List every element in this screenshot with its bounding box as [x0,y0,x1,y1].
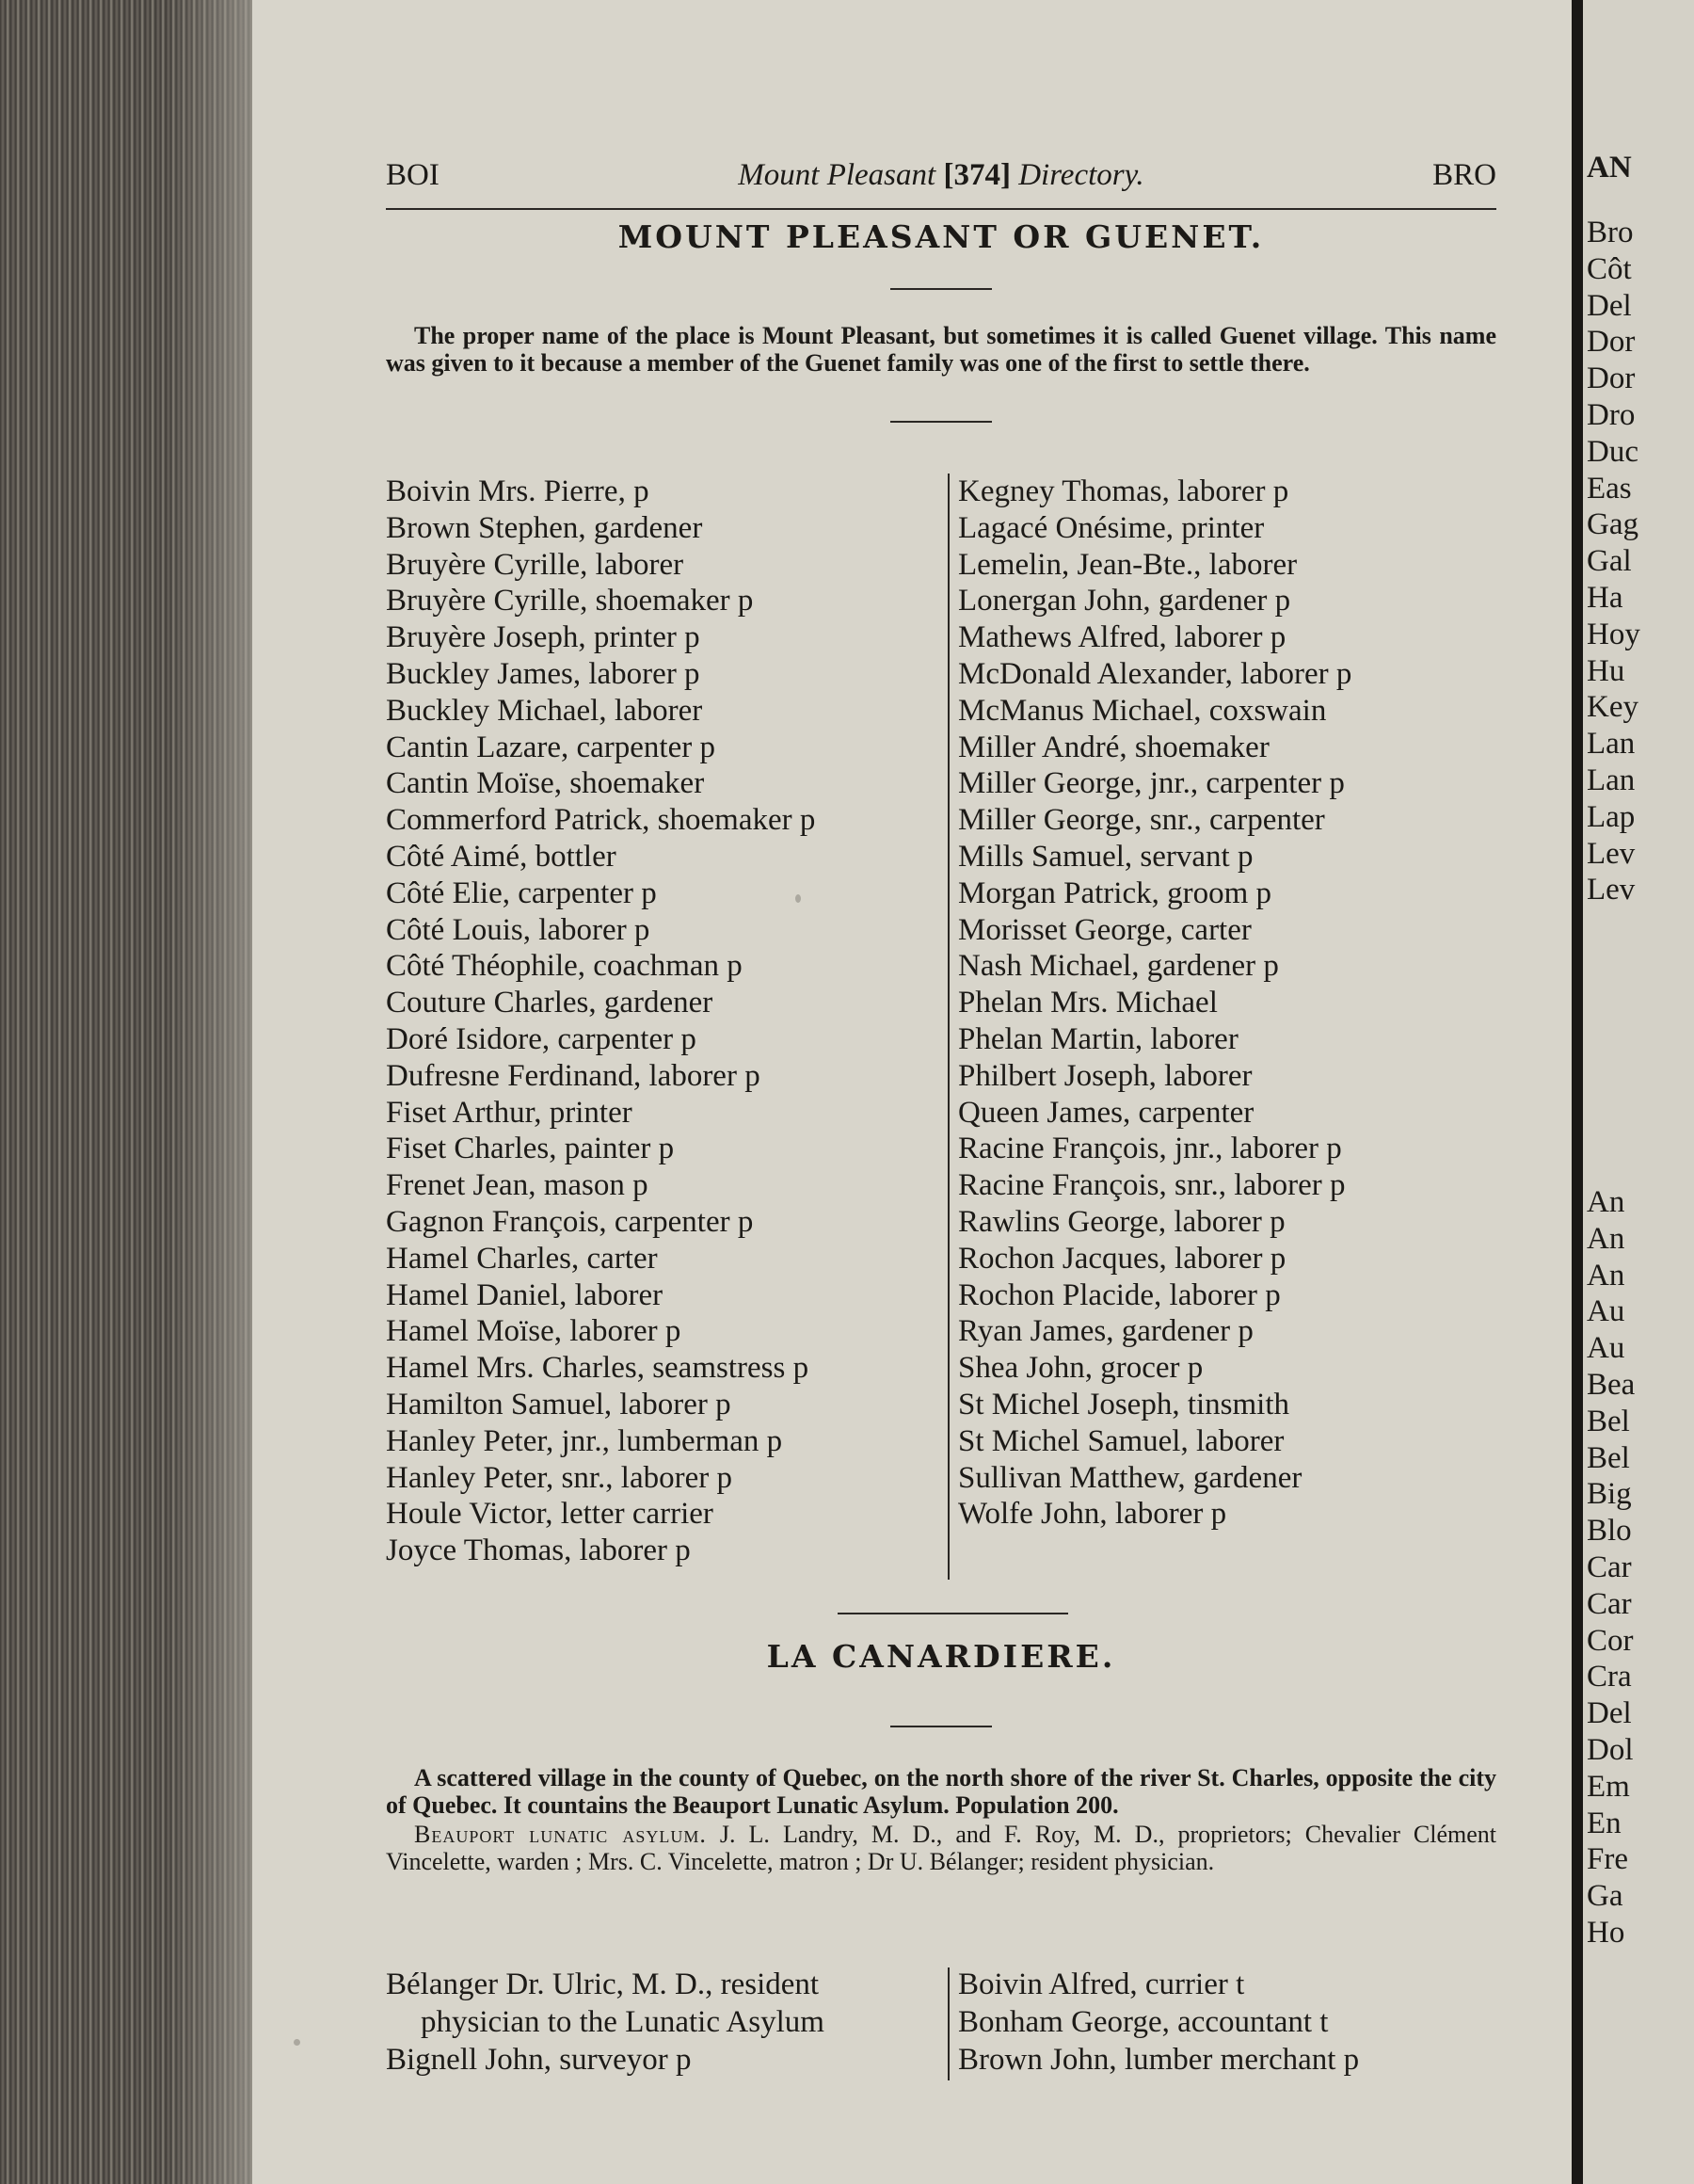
facing-page-entry: Dro [1587,397,1636,432]
facing-page-entry: Lan [1587,727,1636,762]
directory-entry: Hamel Daniel, laborer [386,1277,663,1312]
facing-page-entry: En [1587,1806,1622,1840]
directory-entry: Phelan Mrs. Michael [958,986,1218,1020]
directory-entry: Mills Samuel, servant p [958,839,1254,874]
directory-entry: Phelan Martin, laborer [958,1021,1239,1056]
directory-entry: Côté Elie, carpenter p [386,875,657,910]
directory-entry: Doré Isidore, carpenter p [386,1021,696,1056]
section-title-la-canardiere: LA CANARDIERE. [766,1638,1116,1675]
running-head-title-after: Directory. [1010,158,1144,192]
facing-page-entry: Dor [1587,361,1636,396]
directory-entry: Hanley Peter, jnr., lumberman p [386,1423,783,1458]
directory-entry: Cantin Lazare, carpenter p [386,730,715,764]
directory-entry: Cantin Moïse, shoemaker [386,766,705,801]
directory-entry: St Michel Samuel, laborer [958,1423,1285,1458]
facing-page-entry: Hu [1587,653,1625,688]
asylum-text: J. L. Landry, M. D., and F. Roy, M. D., proprietors; Chevalier Clément Vincelette, warden ; Mrs. C. Vincelette, matron ; Dr U. Bélanger; resident physician. [386,1821,1497,1875]
facing-page-entry: Gag [1587,507,1638,542]
title-rule [890,1726,992,1727]
running-head-right: BRO [1432,158,1496,192]
directory-entry: Hanley Peter, snr., laborer p [386,1460,732,1495]
ink-speck [294,2039,300,2046]
intro-paragraph: The proper name of the place is Mount Pleasant, but sometimes it is called Guenet village. This name was given to it because a member of the Guenet family was one of the first to settle there. [386,322,1496,377]
directory-column-right [958,474,1504,1533]
facing-page-entry: Lan [1587,763,1636,797]
facing-page-entry: Cra [1587,1660,1632,1694]
directory-entry: Fiset Arthur, printer [386,1095,632,1130]
facing-page-entry: Bel [1587,1440,1630,1475]
directory-entry: Gagnon François, carpenter p [386,1204,754,1239]
directory-entry: Queen James, carpenter [958,1095,1255,1130]
facing-page-entry: An [1587,1221,1625,1256]
directory-entry: Brown Stephen, gardener [386,510,703,545]
directory-entry: Bonham George, accountant t [958,2005,1329,2039]
directory-entry: Lagacé Onésime, printer [958,510,1265,545]
directory-column-right [958,1966,1504,2079]
directory-entry: Joyce Thomas, laborer p [386,1534,691,1568]
facing-page-entry: Em [1587,1769,1630,1804]
directory-entry: Hamilton Samuel, laborer p [386,1387,731,1421]
facing-page-entry: Car [1587,1586,1632,1621]
directory-entry: Buckley Michael, laborer [386,693,703,728]
facing-page-entry: Del [1587,1696,1632,1731]
directory-entry: Côté Louis, laborer p [386,912,650,947]
page-edge-shadow [169,0,254,2184]
directory-entry: St Michel Joseph, tinsmith [958,1387,1290,1421]
directory-entry: Frenet Jean, mason p [386,1168,648,1203]
directory-entry: Hamel Mrs. Charles, seamstress p [386,1351,809,1386]
facing-page-entry: Hoy [1587,617,1640,651]
directory-entry: Philbert Joseph, laborer [958,1058,1253,1093]
directory-entry: Miller George, jnr., carpenter p [958,766,1345,801]
directory-entry: Bignell John, surveyor p [386,2043,692,2077]
column-divider [948,1967,950,2080]
directory-entry: Mathews Alfred, laborer p [958,620,1286,655]
directory-entry: Miller André, shoemaker [958,730,1270,764]
facing-page-entry: Ga [1587,1879,1623,1914]
running-head-left: BOI [386,158,439,192]
facing-page-entry: Ha [1587,580,1623,615]
directory-entry: Dufresne Ferdinand, laborer p [386,1058,760,1093]
directory-entry: Rochon Placide, laborer p [958,1277,1281,1312]
facing-page-entry: An [1587,1258,1625,1293]
facing-page-column-top [1587,215,1640,908]
facing-page-entry: Bel [1587,1404,1630,1438]
directory-entry: Racine François, jnr., laborer p [958,1132,1342,1166]
directory-entry: Boivin Alfred, currier t [958,1967,1245,2001]
directory-entry: Morgan Patrick, groom p [958,875,1272,910]
intro-rule [890,421,992,423]
facing-page-entry: Key [1587,690,1638,725]
section-intro-mount-pleasant [386,322,1496,377]
directory-entry: Wolfe John, laborer p [958,1497,1227,1532]
facing-page-entry: Eas [1587,471,1632,506]
facing-page-entry: Car [1587,1550,1632,1584]
ink-speck [795,894,801,903]
facing-page-entry: Bro [1587,216,1634,249]
directory-column-left [386,1966,941,2079]
directory-entry: Rochon Jacques, laborer p [958,1241,1286,1276]
facing-page-entry: Gal [1587,544,1632,579]
directory-entry: Côté Théophile, coachman p [386,949,743,984]
facing-page-column-bottom [1587,1184,1635,1951]
page-number: [374] [943,158,1011,192]
asylum-paragraph [386,1821,1496,1875]
facing-page [1583,0,1694,2184]
directory-entry: Houle Victor, letter carrier [386,1497,713,1532]
directory-entry: Bruyère Cyrille, laborer [386,547,684,582]
title-rule [890,288,992,290]
directory-entry: Commerford Patrick, shoemaker p [386,803,816,838]
directory-entry: Morisset George, carter [958,912,1252,947]
section-divider-rule [838,1613,1068,1614]
directory-entry: Bruyère Cyrille, shoemaker p [386,584,754,618]
facing-page-entry: Big [1587,1477,1632,1512]
directory-entry: Bélanger Dr. Ulric, M. D., resident [386,1967,820,2001]
directory-entry: Nash Michael, gardener p [958,949,1279,984]
facing-page-entry: Lev [1587,873,1636,907]
facing-page-entry: Dol [1587,1732,1634,1767]
asylum-lead: Beauport lunatic asylum. [414,1821,707,1848]
directory-entry: Shea John, grocer p [958,1351,1204,1386]
facing-page-entry: Lap [1587,799,1636,834]
directory-entry: Buckley James, laborer p [386,656,700,691]
directory-entry: Hamel Charles, carter [386,1241,658,1276]
directory-entry: Rawlins George, laborer p [958,1204,1286,1239]
facing-page-head: AN [1587,151,1632,185]
facing-page-entry: Au [1587,1331,1625,1366]
intro-paragraph: A scattered village in the county of Quebec, on the north shore of the river St. Charles, opposite the city of Quebec. It countains the Beauport Lunatic Asylum. Population 200. [386,1764,1496,1819]
directory-entry: Kegney Thomas, laborer p [958,474,1289,508]
running-head [386,158,1496,200]
header-rule [386,208,1496,210]
running-head-title-before: Mount Pleasant [738,158,944,192]
facing-page-entry: Bea [1587,1367,1636,1402]
directory-entry: Couture Charles, gardener [386,986,713,1020]
facing-page-entry: Ho [1587,1915,1625,1950]
directory-entry: Côté Aimé, bottler [386,839,616,874]
directory-column-left [386,474,941,1569]
facing-page-entry: Côt [1587,251,1632,286]
directory-entry: Racine François, snr., laborer p [958,1168,1346,1203]
directory-entry: McDonald Alexander, laborer p [958,656,1352,691]
directory-entry: McManus Michael, coxswain [958,693,1327,728]
directory-entry: Sullivan Matthew, gardener [958,1460,1302,1495]
section-title-mount-pleasant: MOUNT PLEASANT OR GUENET. [617,218,1265,255]
facing-page-entry: Lev [1587,836,1636,871]
facing-page-entry: Dor [1587,325,1636,360]
facing-page-entry: Fre [1587,1842,1628,1877]
directory-entry: Fiset Charles, painter p [386,1132,675,1166]
column-divider [948,474,950,1580]
directory-entry: Boivin Mrs. Pierre, p [386,474,649,508]
section-intro-la-canardiere [386,1764,1496,1875]
directory-entry: Bruyère Joseph, printer p [386,620,700,655]
book-gutter [1572,0,1583,2184]
directory-entry: Miller George, snr., carpenter [958,803,1325,838]
running-head-center [386,158,1496,193]
facing-page-entry: An [1587,1185,1625,1219]
directory-entry: physician to the Lunatic Asylum [421,2005,824,2039]
facing-page-entry: Blo [1587,1514,1632,1549]
directory-entry: Lemelin, Jean-Bte., laborer [958,547,1298,582]
facing-page-entry: Au [1587,1294,1625,1329]
facing-page-entry: Del [1587,288,1632,323]
facing-page-entry: Cor [1587,1623,1634,1658]
facing-page-entry: Duc [1587,434,1638,469]
directory-entry: Hamel Moïse, laborer p [386,1314,681,1349]
directory-entry: Lonergan John, gardener p [958,584,1291,618]
directory-entry: Brown John, lumber merchant p [958,2043,1360,2077]
directory-entry: Ryan James, gardener p [958,1314,1254,1349]
